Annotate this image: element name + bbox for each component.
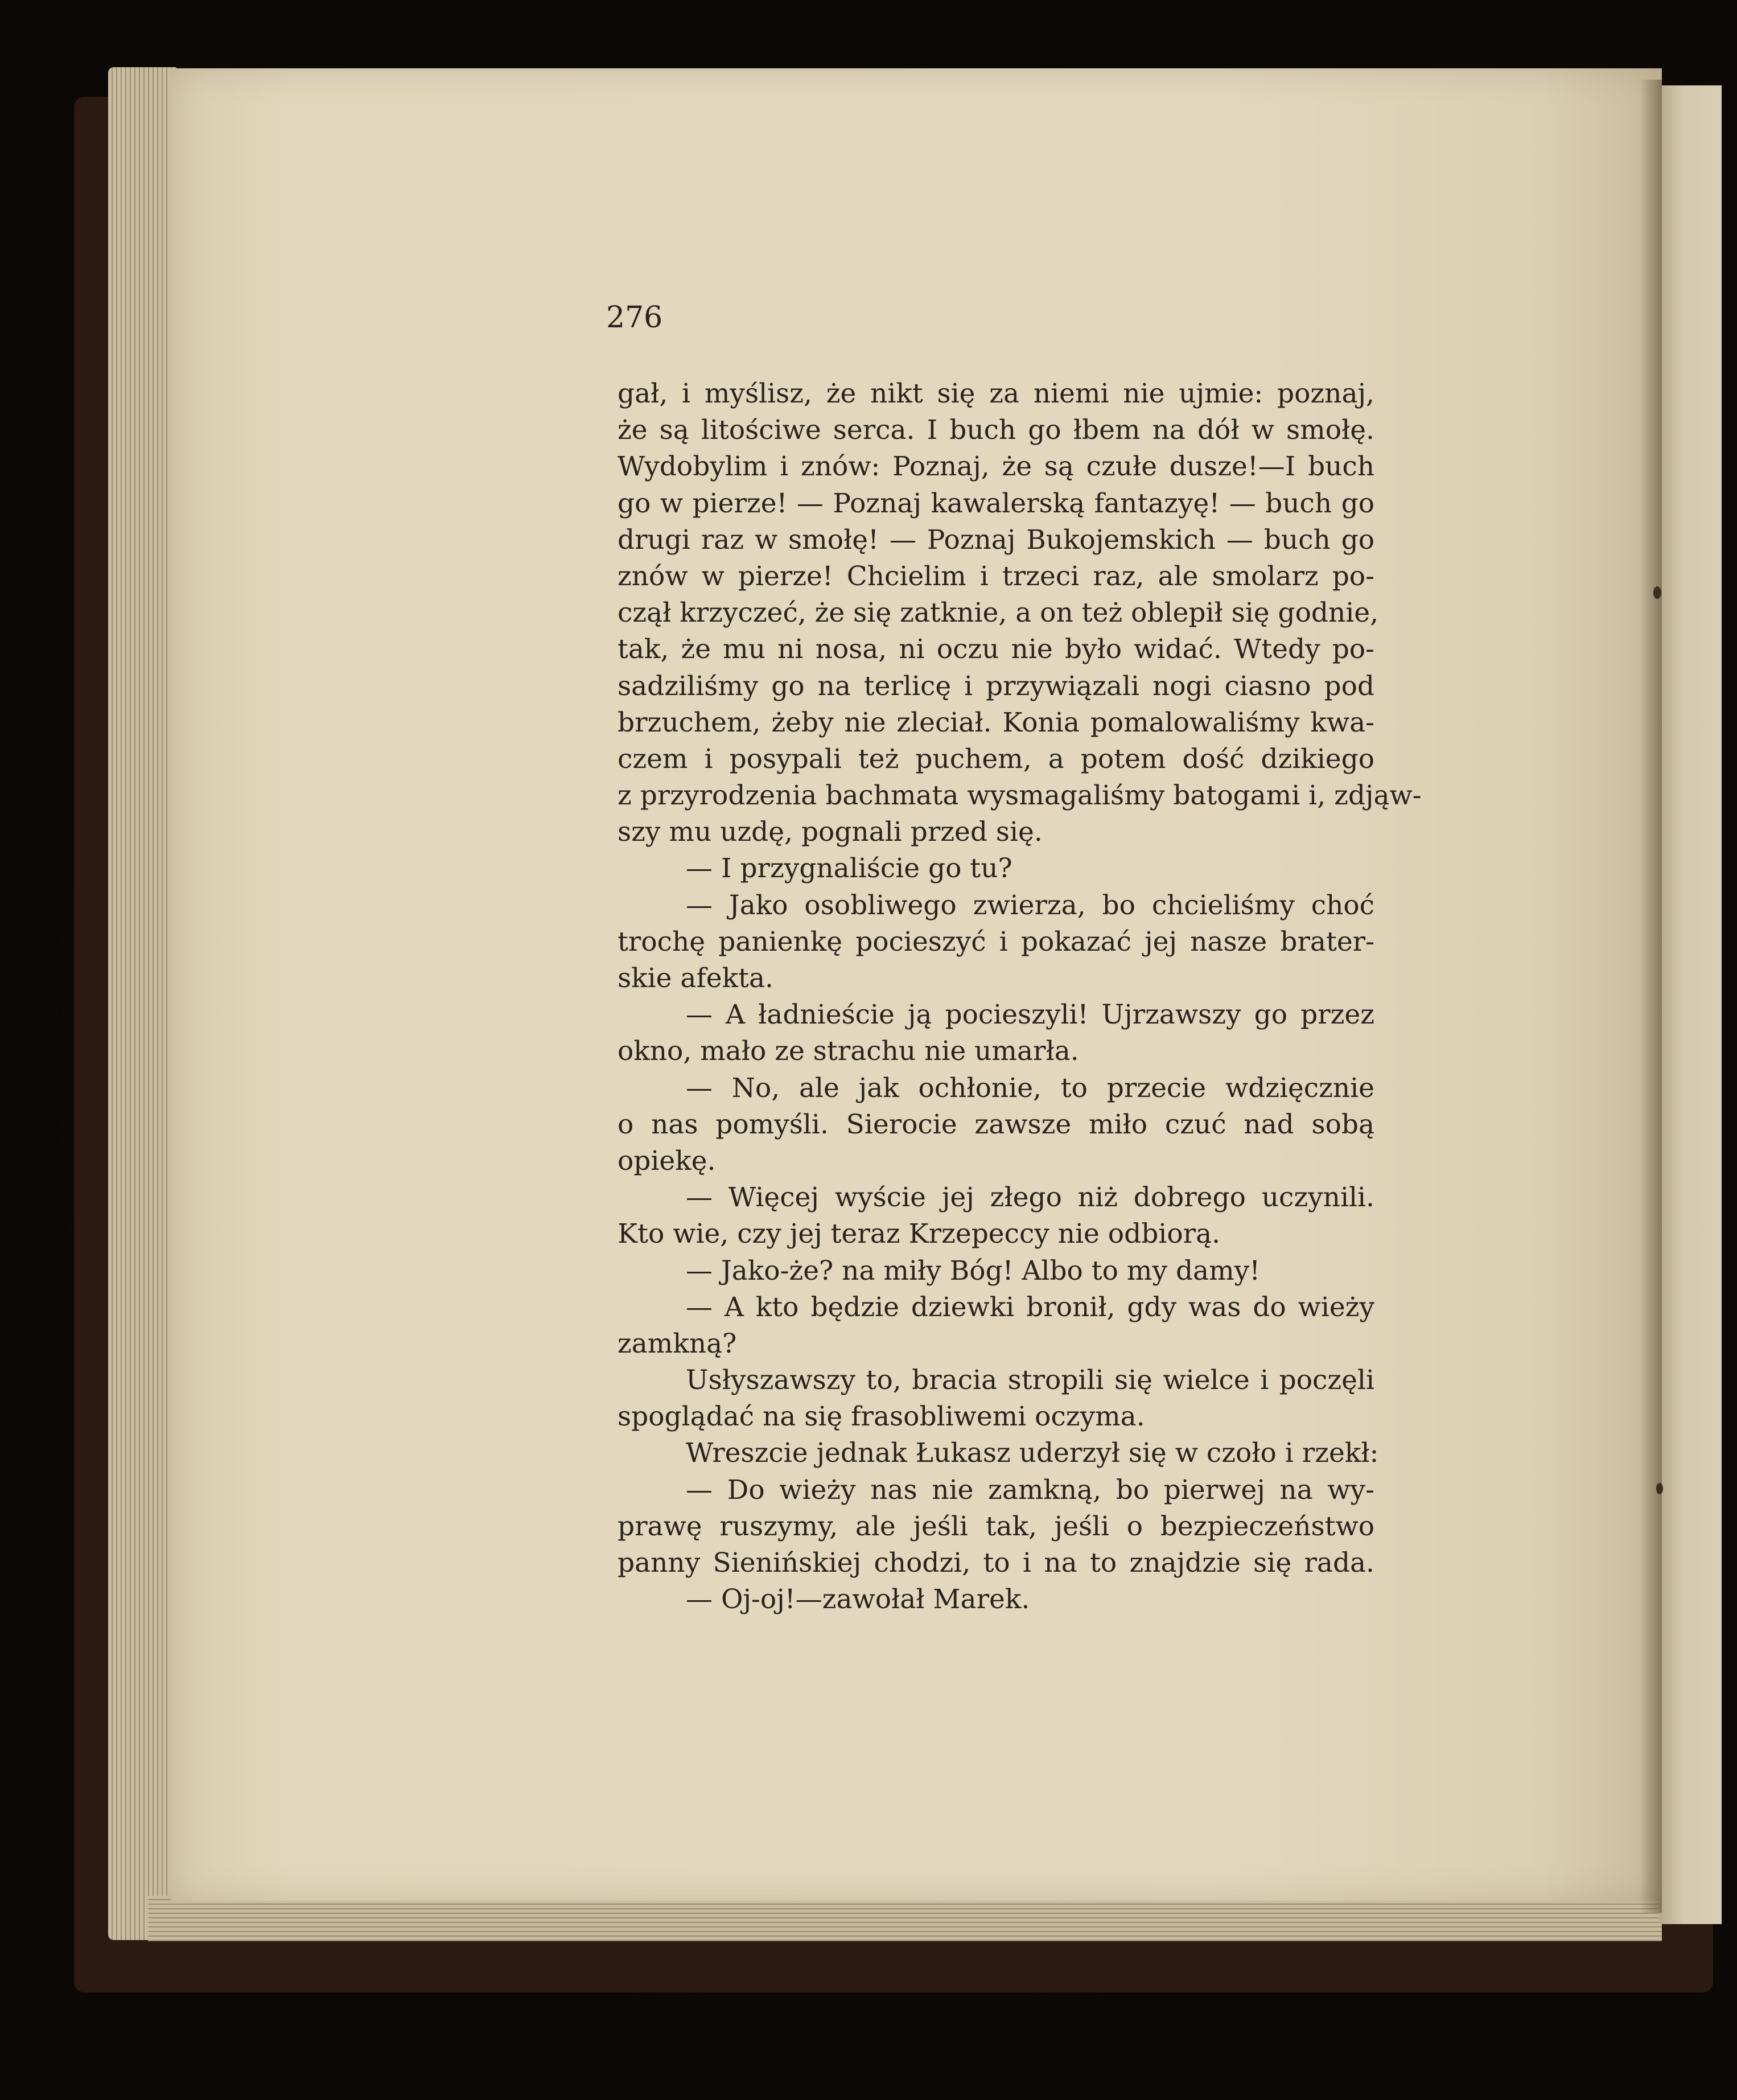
page-number: 276 [606, 301, 663, 335]
page-edges-bottom [148, 1896, 1662, 1941]
page-body-text [618, 376, 1422, 1618]
text-line: Kto wie, czy jej teraz Krzepeccy nie odbiorą. [618, 1218, 1221, 1250]
text-line: z przyrodzenia bachmata wysmagaliśmy batogami i, zdjąw- [618, 780, 1422, 812]
text-line: — Jako-że? na miły Bóg! Albo to my damy! [686, 1255, 1261, 1287]
text-line: — No, ale jak ochłonie, to przecie wdzięcznie [686, 1072, 1374, 1104]
text-line: trochę panienkę pocieszyć i pokazać jej nasze brater- [618, 926, 1374, 957]
text-line: — I przygnaliście go tu? [686, 853, 1012, 885]
paper-speck [1656, 1483, 1663, 1494]
text-line: drugi raz w smołę! — Poznaj Bukojemskich — buch go [618, 524, 1374, 556]
text-line: szy mu uzdę, pognali przed się. [618, 816, 1043, 848]
text-line: — Więcej wyście jej złego niż dobrego uczynili. [686, 1182, 1374, 1214]
text-line: gał, i myślisz, że nikt się za niemi nie ujmie: poznaj, [618, 378, 1374, 409]
text-line: Wreszcie jednak Łukasz uderzył się w czoło i rzekł: [686, 1437, 1379, 1469]
text-line: prawę ruszymy, ale jeśli tak, jeśli o bezpieczeństwo [618, 1510, 1374, 1542]
text-line: — Do wieży nas nie zamkną, bo pierwej na wy- [686, 1474, 1374, 1506]
text-line: zamkną? [618, 1328, 737, 1359]
text-line: Wydobylim i znów: Poznaj, że są czułe dusze!—I buch [618, 451, 1374, 483]
text-line: — A kto będzie dziewki bronił, gdy was do wieży [686, 1291, 1374, 1323]
page-edges-left [108, 67, 176, 1940]
text-line: spoglądać na się frasobliwemi oczyma. [618, 1401, 1145, 1433]
facing-page-edge [1659, 85, 1722, 1924]
text-line: znów w pierze! Chcielim i trzeci raz, ale smolarz po- [618, 560, 1374, 592]
text-line: Usłyszawszy to, bracia stropili się wielce i poczęli [686, 1365, 1374, 1396]
text-line: że są litościwe serca. I buch go łbem na dół w smołę. [618, 414, 1374, 446]
text-line: tak, że mu ni nosa, ni oczu nie było widać. Wtedy po- [618, 634, 1374, 665]
text-line: panny Sienińskiej chodzi, to i na to znajdzie się rada. [618, 1547, 1374, 1579]
text-line: czął krzyczeć, że się zatknie, a on też oblepił się godnie, [618, 597, 1379, 629]
text-line: czem i posypali też puchem, a potem dość dzikiego [618, 743, 1374, 775]
text-line: — Jako osobliwego zwierza, bo chcieliśmy choć [686, 889, 1374, 921]
text-line: — A ładnieście ją pocieszyli! Ujrzawszy go przez [686, 999, 1374, 1031]
text-line: okno, mało ze strachu nie umarła. [618, 1035, 1079, 1067]
paper-speck [1653, 586, 1661, 599]
text-line: brzuchem, żeby nie zleciał. Konia pomalowaliśmy kwa- [618, 706, 1374, 738]
text-line: skie afekta. [618, 963, 773, 994]
text-line: go w pierze! — Poznaj kawalerską fantazyę! — buch go [618, 487, 1374, 519]
text-line: o nas pomyśli. Sierocie zawsze miło czuć nad sobą [618, 1108, 1374, 1140]
page-gutter-shadow [1639, 80, 1662, 1913]
text-line: opiekę. [618, 1145, 716, 1177]
text-line: — Oj-oj!—zawołał Marek. [686, 1584, 1030, 1616]
text-line: sadziliśmy go na terlicę i przywiązali nogi ciasno pod [618, 670, 1374, 702]
